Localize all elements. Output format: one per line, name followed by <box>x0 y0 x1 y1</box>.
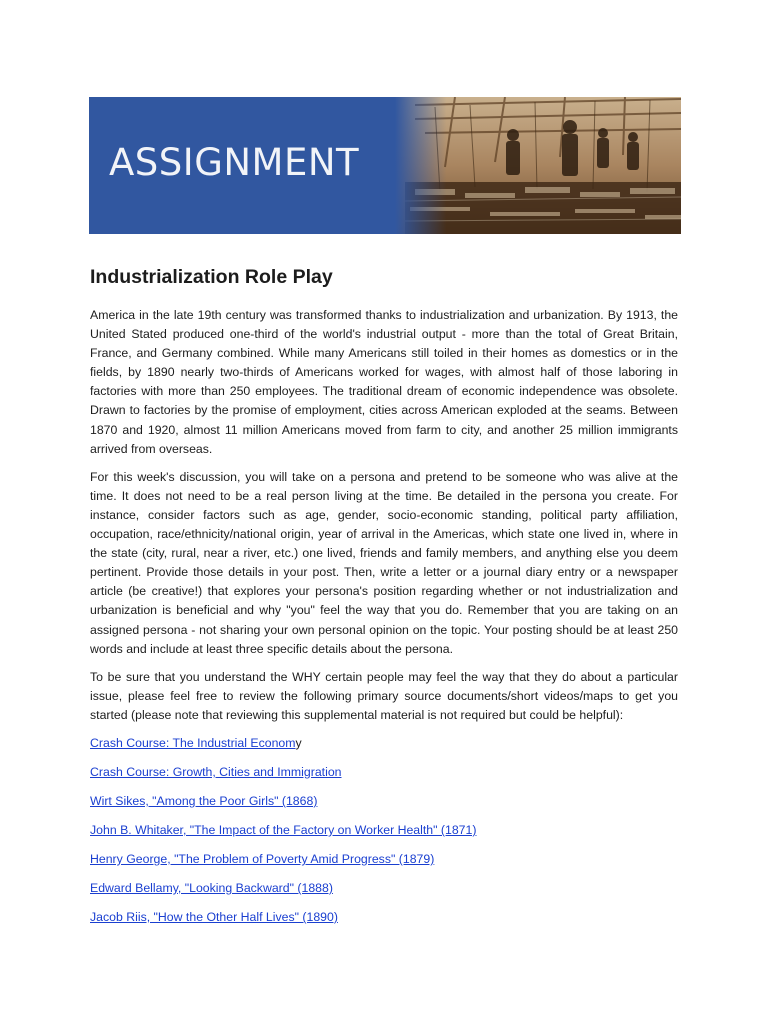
list-item <box>90 908 678 927</box>
list-item <box>90 734 678 753</box>
resources-paragraph: To be sure that you understand the WHY certain people may feel the way that they do about a particular issue, please feel free to review the following primary source documents/short videos/maps to get you started (please note that reviewing this supplemental material is not required but could be helpful): <box>90 669 678 722</box>
document-body <box>90 262 678 937</box>
intro-paragraph: America in the late 19th century was transformed thanks to industrialization and urbanization. By 1913, the United Stated produced one-third of the world's industrial output - more than the total of Great Britain, France, and Germany combined. While many Americans still toiled in their homes as domestics or in the fields, by 1890 nearly two-thirds of Americans worked for wages, with almost half of those laboring in factories with more than 250 employees. The traditional dream of economic independence was obsolete. Drawn to factories by the promise of employment, cities across American exploded at the seams. Between 1870 and 1920, almost 11 million Americans moved from farm to city, and another 25 million immigrants arrived from overseas. <box>90 308 678 456</box>
resource-links <box>90 734 678 927</box>
link-crash-course-industrial-economy[interactable]: Crash Course: The Industrial Econom <box>90 735 296 750</box>
link-tail-text: y <box>295 735 302 750</box>
link-john-whitaker[interactable]: John B. Whitaker, "The Impact of the Factory on Worker Health" (1871) <box>90 822 477 837</box>
link-jacob-riis[interactable]: Jacob Riis, "How the Other Half Lives" (1890) <box>90 909 338 924</box>
list-item <box>90 763 678 782</box>
link-wirt-sikes[interactable]: Wirt Sikes, "Among the Poor Girls" (1868) <box>90 793 318 808</box>
list-item <box>90 850 678 869</box>
list-item <box>90 792 678 811</box>
list-item <box>90 879 678 898</box>
assignment-banner <box>89 97 681 234</box>
instructions-paragraph: For this week's discussion, you will take on a persona and pretend to be someone who was alive at the time. It does not need to be a real person living at the time. Be detailed in the persona you create. For instance, consider factors such as age, gender, socio-economic standing, political party affiliation, occupation, race/ethnicity/national origin, year of arrival in the Americas, which state one lived in, where in the state (city, rural, near a river, etc.) one lived, friends and family members, and anything else you deem pertinent. Provide those details in your post. Then, write a letter or a journal diary entry or a newspaper article (be creative!) that explores your persona's position regarding whether or not industrialization and urbanization is beneficial and why "you" feel the way that you do. Remember that you are taking on an assigned persona - not sharing your own personal opinion on the topic. Your posting should be at least 250 words and include at least three specific details about the persona. <box>90 469 678 656</box>
banner-title: ASSIGNMENT <box>109 141 360 184</box>
list-item <box>90 821 678 840</box>
link-edward-bellamy[interactable]: Edward Bellamy, "Looking Backward" (1888) <box>90 880 333 895</box>
document-title: Industrialization Role Play <box>90 266 333 288</box>
link-crash-course-growth-cities[interactable]: Crash Course: Growth, Cities and Immigration <box>90 764 342 779</box>
link-henry-george[interactable]: Henry George, "The Problem of Poverty Amid Progress" (1879) <box>90 851 435 866</box>
factory-photo <box>395 97 681 234</box>
